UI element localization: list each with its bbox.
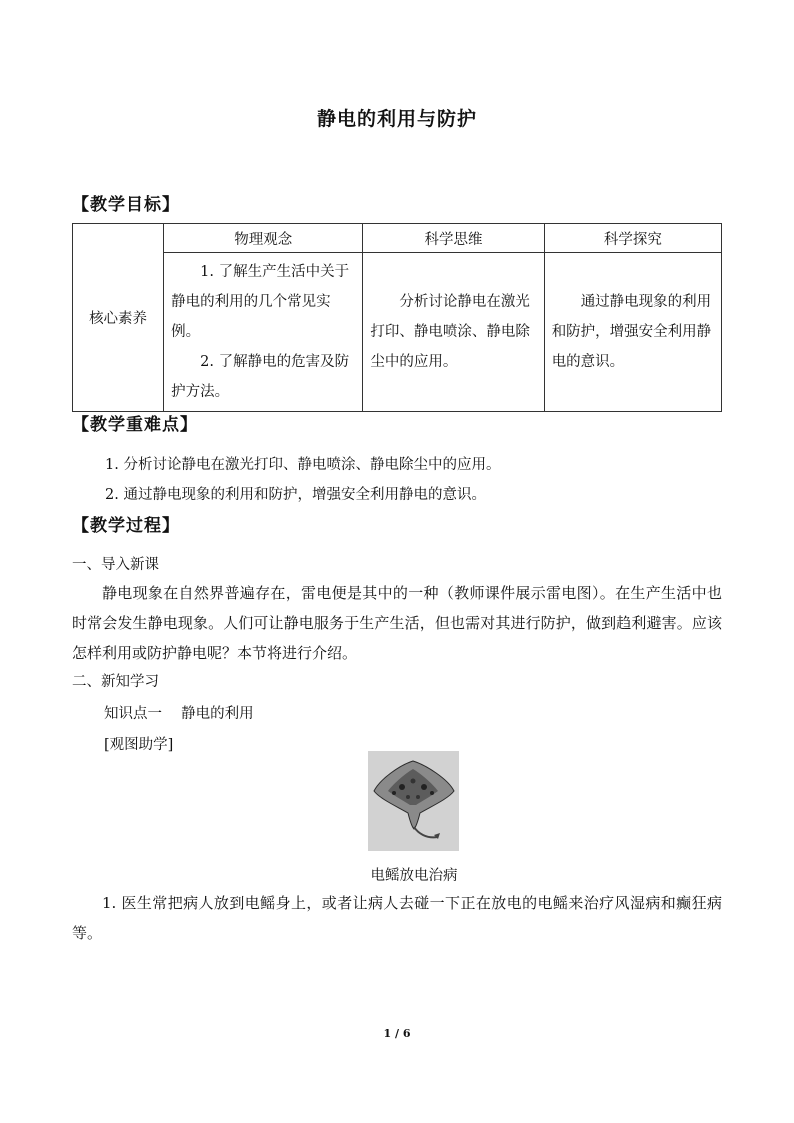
observe-label: [观图助学] [104,737,174,753]
knowledge-point-title: 知识点一 静电的利用 [104,706,254,722]
cell-scientific-thinking [363,253,544,412]
cell-physics-concept [164,253,363,412]
document-title: 静电的利用与防护 [316,108,477,130]
header-physics-concept: 物理观念 [164,224,363,253]
section-teaching-goals: 【教学目标】 [72,195,180,215]
scientific-inquiry-text: 通过静电现象的利用和防护，增强安全利用静电的意识。 [551,294,712,370]
scientific-thinking-text: 分析讨论静电在激光打印、静电喷涂、静电除尘中的应用。 [370,294,530,370]
physics-concept-item: 2. 了解静电的危害及防护方法。 [171,354,350,400]
section-teaching-process: 【教学过程】 [72,516,180,536]
part1-paragraph: 静电现象在自然界普遍存在，雷电便是其中的一种（教师课件展示雷电图）。在生产生活中也时常会发生静电现象。人们可让静电服务于生产生活，但也需对其进行防护，做到趋利避害。应该怎样利用或防护静电呢？本节将进行介绍。 [72,584,722,662]
header-scientific-inquiry: 科学探究 [544,224,721,253]
electric-ray-image [368,751,459,851]
key-point-item: 2. 通过静电现象的利用和防护，增强安全利用静电的意识。 [105,487,486,503]
physics-concept-item: 1. 了解生产生活中关于静电的利用的几个常见实例。 [171,264,350,340]
figure-caption: 电鳐放电治病 [370,868,458,884]
part1-heading: 一、导入新课 [72,557,159,573]
goals-table [72,223,722,412]
cell-scientific-inquiry [544,253,721,412]
section-key-points: 【教学重难点】 [72,415,198,435]
item1-paragraph: 1. 医生常把病人放到电鳐身上，或者让病人去碰一下正在放电的电鳐来治疗风湿病和癫狂病等。 [72,894,722,942]
part2-heading: 二、新知学习 [72,674,159,690]
core-literacy-label: 核心素养 [73,224,164,412]
header-scientific-thinking: 科学思维 [363,224,544,253]
key-point-item: 1. 分析讨论静电在激光打印、静电喷涂、静电除尘中的应用。 [105,457,501,473]
page-number: 1 / 6 [383,1027,411,1040]
electric-ray-icon [368,751,459,851]
